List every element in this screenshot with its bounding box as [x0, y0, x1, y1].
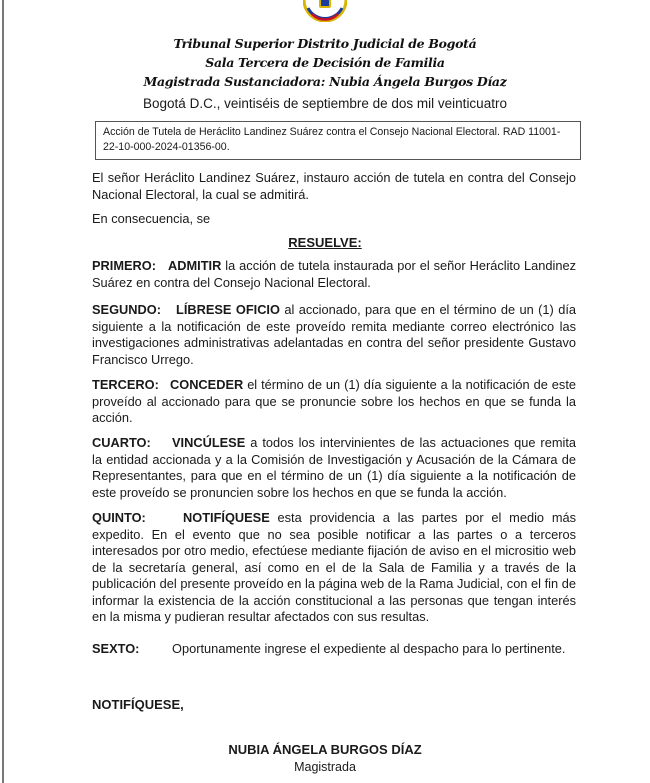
- order-segundo: [92, 302, 576, 368]
- document-date: Bogotá D.C., veintiséis de septiembre de dos mil veinticuatro: [143, 96, 507, 111]
- intro-paragraph: El señor Heráclito Landinez Suárez, instauro acción de tutela en contra del Consejo Nacional Electoral, la cual se admitirá.: [92, 170, 576, 202]
- order-label: SEXTO:: [92, 641, 140, 656]
- resuelve-heading: RESUELVE:: [288, 235, 362, 250]
- order-verb: CONCEDER: [170, 377, 244, 392]
- order-text: a todos los intervinientes de las actuaciones que remita la entidad accionada y a la Comisión de Investigación y Acusación de la Cámara de Representantes, para que en el término de un (1) día siguiente a la notificación de este proveído se pronuncien sobre los hechos en que se funda la acción.: [92, 435, 576, 500]
- order-cuarto: [92, 435, 576, 501]
- order-quinto: [92, 510, 576, 626]
- signatory-name: NUBIA ÁNGELA BURGOS DÍAZ: [228, 742, 422, 757]
- order-verb: LÍBRESE OFICIO: [176, 302, 280, 317]
- case-reference-box: Acción de Tutela de Heráclito Landinez Suárez contra el Consejo Nacional Electoral. RAD 11001-22-10-000-2024-01356-00.: [95, 121, 581, 160]
- order-verb: NOTIFÍQUESE: [183, 510, 270, 525]
- order-primero: [92, 258, 576, 291]
- closing-notifiquese: NOTIFÍQUESE,: [92, 697, 184, 712]
- order-text: la acción de tutela instaurada por el señor Heráclito Landinez Suárez en contra del Consejo Nacional Electoral.: [92, 258, 576, 290]
- order-verb: VINCÚLESE: [172, 435, 246, 450]
- order-label: CUARTO:: [92, 435, 151, 450]
- order-text: Oportunamente ingrese el expediente al despacho para lo pertinente.: [172, 641, 566, 656]
- signatory-role: Magistrada: [294, 760, 356, 774]
- consequence-line: En consecuencia, se: [92, 211, 211, 226]
- magistrate-header: Magistrada Sustanciadora: Nubia Ángela Burgos Díaz: [143, 74, 507, 89]
- order-verb: ADMITIR: [168, 258, 222, 273]
- court-name: Tribunal Superior Distrito Judicial de Bogotá: [173, 36, 477, 51]
- page-edge-border: [2, 0, 4, 783]
- order-tercero: [92, 377, 576, 427]
- chamber-name: Sala Tercera de Decisión de Familia: [205, 55, 445, 70]
- order-text: el término de un (1) día siguiente a la notificación de este proveído al accionado para que se pronuncie sobre los hechos en que se funda la acción.: [92, 377, 576, 425]
- order-label: SEGUNDO:: [92, 302, 161, 317]
- order-text: esta providencia a las partes por el medio más expedito. En el evento que no sea posible notificar a las partes o a terceros interesados por otro medio, efectúese mediante fijación de aviso en el micrositio web de la secretaría general, así como en el de la Sala de Familia y a través de la publicación del presente proveído en la página web de la Rama Judicial, con el fin de informar la existencia de la acción constitucional a las personas que tengan interés en la misma y pudieran resultar afectados con sus resultas.: [92, 510, 576, 624]
- coat-of-arms-seal-icon: [303, 0, 347, 22]
- order-label: QUINTO:: [92, 510, 146, 525]
- order-label: PRIMERO:: [92, 258, 156, 273]
- order-label: TERCERO:: [92, 377, 159, 392]
- order-sexto: [92, 641, 576, 658]
- order-text: al accionado, para que en el término de un (1) día siguiente a la notificación de este proveído remita mediante correo electrónico las investigaciones administrativas adelantadas en contra del señor presidente Gustavo Francisco Urrego.: [92, 302, 576, 367]
